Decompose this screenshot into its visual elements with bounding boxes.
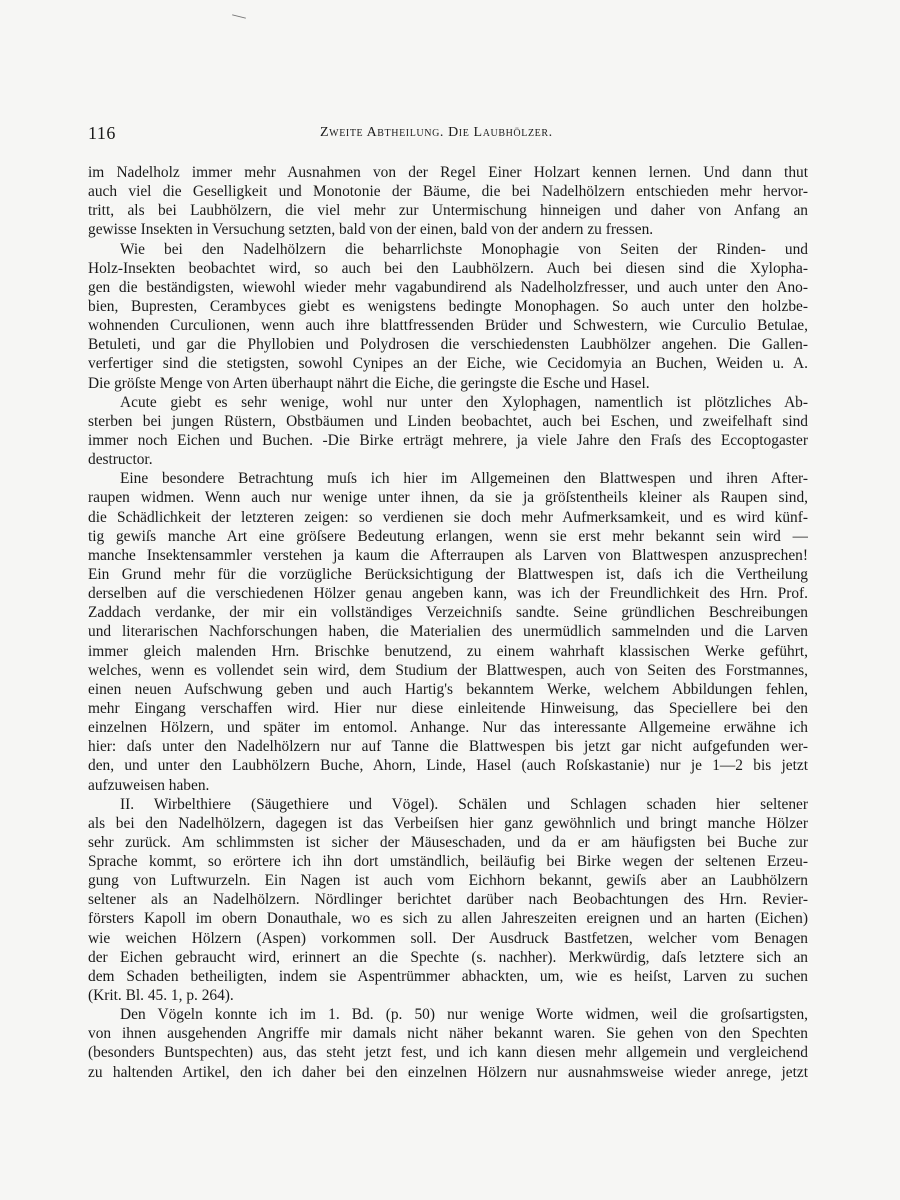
- text-line: Den Vögeln konnte ich im 1. Bd. (p. 50) nur wenige Worte widmen, weil die groſsartigsten,: [120, 1006, 808, 1024]
- text-line: Die gröſste Menge von Arten überhaupt nährt die Eiche, die geringste die Esche und Hasel.: [88, 374, 650, 392]
- text-line: gewisse Insekten in Versuchung setzten, bald von der einen, bald von der andern zu fressen.: [88, 221, 654, 239]
- text-line: von ihnen ausgehenden Angriffe mir damals nicht näher bekannt waren. Sie gehen von den Spechten: [88, 1025, 808, 1043]
- text-line: bien, Bupresten, Cerambyces giebt es wenigstens bedingte Monophagen. So auch unter den holzbe-: [88, 297, 808, 315]
- text-line: einzelnen Hölzern, und später im entomol. Anhange. Nur das interessante Allgemeine erwähne ich: [88, 719, 808, 737]
- text-line: Acute giebt es sehr wenige, wohl nur unter den Xylophagen, namentlich ist plötzliches Ab-: [120, 393, 808, 411]
- text-line: försters Kapoll im obern Donauthale, wo es sich zu allen Jahreszeiten ereignen und an harten (Eichen): [88, 910, 808, 928]
- stray-mark: [232, 14, 246, 18]
- text-line: sehr zurück. Am schlimmsten ist sicher der Mäuseschaden, und da er am häufigsten bei Buche zur: [88, 833, 808, 851]
- text-line: Ein Grund mehr für die vorzügliche Berücksichtigung der Blattwespen ist, daſs ich die Vertheilung: [88, 565, 808, 583]
- text-line: Sprache kommt, so erörtere ich ihn dort umständlich, beiläufig bei Birke wegen der seltenen Erzeu-: [88, 853, 808, 871]
- text-line: die Schädlichkeit der letzteren zeigen: so verdienen sie doch mehr Aufmerksamkeit, und es wird künf-: [88, 508, 808, 526]
- text-line: sterben bei jungen Rüstern, Obstbäumen und Linden beobachtet, auch bei Eschen, und zweifelhaft sind: [88, 412, 808, 430]
- text-line: derselben auf die verschiedenen Hölzer genau angeben kann, was ich der Freundlichkeit des Hrn. Prof.: [88, 585, 808, 603]
- text-line: (besonders Buntspechten) aus, das steht jetzt fest, und ich kann diesen mehr allgemein und vergleichend: [88, 1044, 808, 1062]
- text-line: zu haltenden Artikel, den ich daher bei den einzelnen Hölzern nur ausnahmsweise wieder anrege, jetzt: [88, 1063, 808, 1081]
- text-line: welches, wenn es vollendet sein wird, dem Studium der Blattwespen, auch von Seiten des Forstmannes,: [88, 661, 808, 679]
- text-line: immer noch Eichen und Buchen. -Die Birke erträgt mehrere, ja viele Jahre den Fraſs des Eccoptogaster: [88, 431, 808, 449]
- text-line: aufzuweisen haben.: [88, 776, 210, 794]
- text-line: wie weichen Hölzern (Aspen) vorkommen soll. Der Ausdruck Bastfetzen, welcher vom Benagen: [88, 929, 808, 947]
- text-line: Betuleti, und gar die Phyllobien und Polydrosen die verschiedensten Laubhölzer angehen. Die Gallen-: [88, 336, 808, 354]
- text-line: tritt, als bei Laubhölzern, die viel mehr zur Untermischung hinneigen und daher von Anfang an: [88, 202, 808, 220]
- text-line: immer gleich malenden Hrn. Brischke benutzend, zu einem wahrhaft klassischen Werke geführt,: [88, 642, 808, 660]
- text-line: auch viel die Geselligkeit und Monotonie der Bäume, die bei Nadelhölzern entschieden mehr hervor-: [88, 183, 808, 201]
- text-line: Zaddach verdanke, der mir ein vollständiges Verzeichniſs sandte. Seine gründlichen Beschreibungen: [88, 604, 808, 622]
- text-line: II. Wirbelthiere (Säugethiere und Vögel). Schälen und Schlagen schaden hier seltener: [120, 795, 808, 813]
- text-line: (Krit. Bl. 45. 1, p. 264).: [88, 987, 234, 1005]
- text-line: destructor.: [88, 451, 153, 469]
- text-line: Eine besondere Betrachtung muſs ich hier im Allgemeinen den Blattwespen und ihren After-: [120, 470, 808, 488]
- text-line: tig gewiſs manche Art eine gröſsere Bedeutung erlangen, wenn sie erst mehr bekannt sein wird —: [88, 527, 808, 545]
- text-line: hier: daſs unter den Nadelhölzern nur auf Tanne die Blattwespen bis jetzt gar nicht aufgefunden wer-: [88, 738, 808, 756]
- text-line: verfertiger sind die stetigsten, sowohl Cynipes an der Eiche, wie Cecidomyia an Buchen, Weiden u. A.: [88, 355, 808, 373]
- text-line: Holz-Insekten beobachtet wird, so auch bei den Laubhölzern. Auch bei diesen sind die Xylopha-: [88, 259, 808, 277]
- text-line: der Eichen gebraucht wird, erinnert an die Spechte (s. nachher). Merkwürdig, daſs letztere sich an: [88, 948, 808, 966]
- text-line: mehr Eingang verschaffen wird. Hier nur diese einleitende Hinweisung, das Speciellere bei den: [88, 699, 808, 717]
- body-text: [88, 163, 808, 1082]
- text-line: gen die beständigsten, wiewohl wieder mehr vagabundirend als Nadelholzfresser, und auch unter den Ano-: [88, 278, 808, 296]
- page-header: [88, 123, 812, 147]
- text-line: raupen widmen. Wenn auch nur wenige unter ihnen, da sie ja gröſstentheils kleiner als Raupen sind,: [88, 489, 808, 507]
- text-line: und literarischen Nachforschungen haben, die Materialien des unermüdlich sammelnden und die Larven: [88, 623, 808, 641]
- text-line: Wie bei den Nadelhölzern die beharrlichste Monophagie von Seiten der Rinden- und: [120, 240, 808, 258]
- text-line: im Nadelholz immer mehr Ausnahmen von der Regel Einer Holzart kennen lernen. Und dann thut: [88, 164, 808, 181]
- text-line: als bei den Nadelhölzern, dagegen ist das Verbeiſsen hier ganz gewöhnlich und bringt manche Hölzer: [88, 814, 808, 832]
- text-line: seltener als an Nadelhölzern. Nördlinger berichtet darüber nach Beobachtungen des Hrn. Revier-: [88, 891, 808, 909]
- text-line: dem Schaden betheiligten, indem sie Aspentrümmer abhackten, um, wie es heiſst, Larven zu suchen: [88, 967, 808, 985]
- text-line: den, und unter den Laubhölzern Buche, Ahorn, Linde, Hasel (auch Roſskastanie) nur je 1—2 bis jetzt: [88, 757, 808, 775]
- running-head: Zweite Abtheilung. Die Laubhölzer.: [320, 125, 553, 140]
- text-line: wohnenden Curculionen, wenn auch ihre blattfressenden Brüder und Schwestern, wie Curculio Betulae,: [88, 317, 808, 335]
- text-line: manche Insektensammler verstehen ja kaum die Afterraupen als Larven von Blattwespen anzusprechen!: [88, 546, 808, 564]
- page-number: 116: [88, 123, 116, 143]
- text-line: einen neuen Aufschwung geben und auch Hartig's bekanntem Werke, welchem Abbildungen fehlen,: [88, 680, 808, 698]
- text-line: gung von Luftwurzeln. Ein Nagen ist auch vom Eichhorn bekannt, gewiſs aber an Laubhölzern: [88, 872, 808, 890]
